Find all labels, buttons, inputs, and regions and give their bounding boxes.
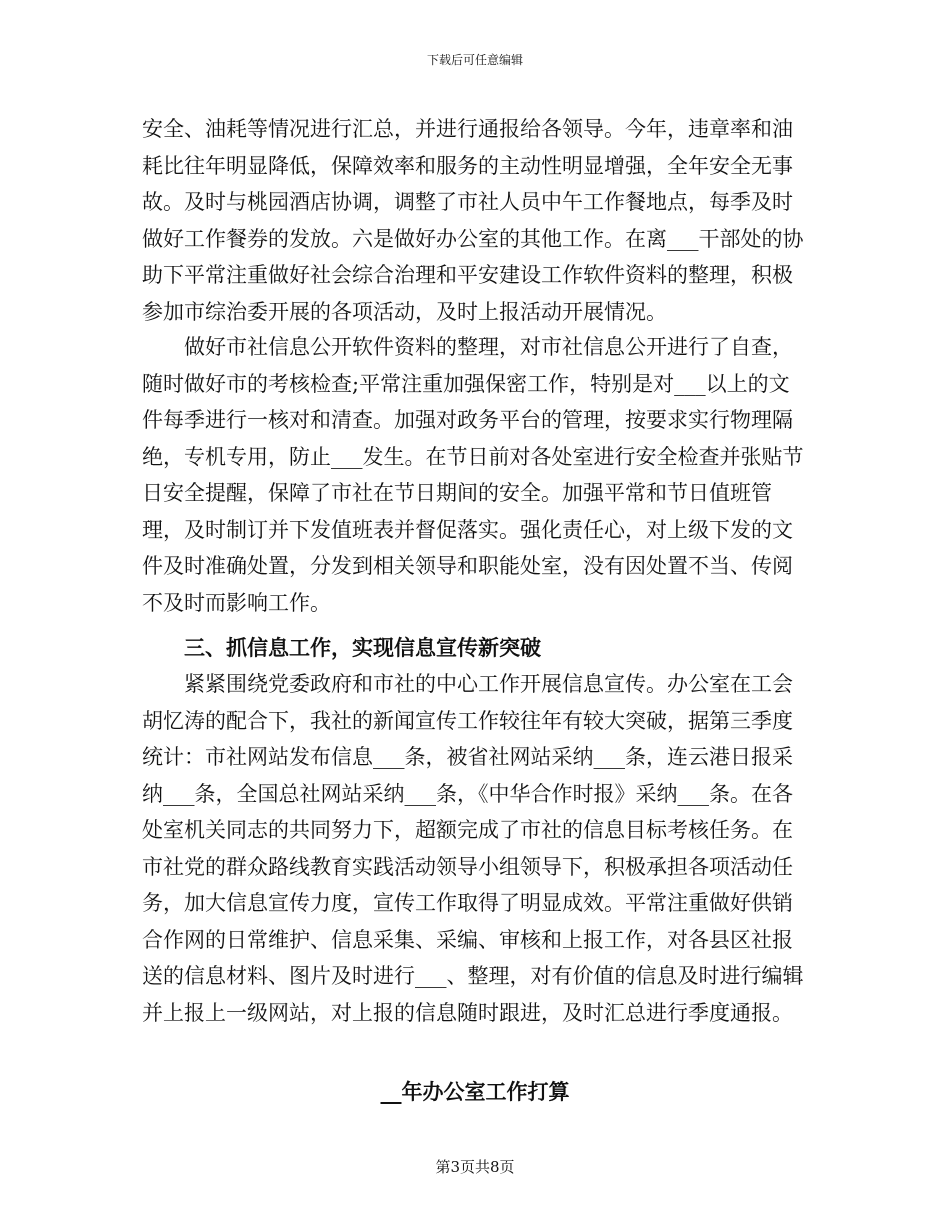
paragraph-info-public: 做好市社信息公开软件资料的整理，对市社信息公开进行了自查，随时做好市的考核检查;平常注重加强保密工作，特别是对___以上的文件每季进行一核对和清查。加强对政务平台的管理，按要求实行物理隔绝，专机专用，防止___发生。在节日前对各处室进行安全检查并张贴节日安全提醒，保障了市社在节日期间的安全。加强平常和节日值班管理，及时制订并下发值班表并督促落实。强化责任心，对上级下发的文件及时准确处置，分发到相关领导和职能处室，没有因处置不当、传阅不及时而影响工作。: [142, 335, 804, 615]
paragraph-info-work: 紧紧围绕党委政府和市社的中心工作开展信息宣传。办公室在工会胡忆涛的配合下，我社的新闻宣传工作较往年有较大突破，据第三季度统计：市社网站发布信息___条，被省社网站采纳___条，连云港日报采纳___条，全国总社网站采纳___条，《中华合作时报》采纳___条。在各处室机关同志的共同努力下，超额完成了市社的信息目标考核任务。在市社党的群众路线教育实践活动领导小组领导下，积极承担各项活动任务，加大信息宣传力度，宣传工作取得了明显成效。平常注重做好供销合作网的日常维护、信息采集、采编、审核和上报工作，对各县区社报送的信息材料、图片及时进行___、整理，对有价值的信息及时进行编辑并上报上一级网站，对上报的信息随时跟进，及时汇总进行季度通报。: [142, 672, 804, 1025]
page-header-note: 下载后可任意编辑: [426, 53, 523, 67]
paragraph-continuation-block: [142, 111, 806, 330]
page-number: 第3页共8页: [435, 1158, 515, 1176]
paragraph-info-public-block: [142, 329, 806, 621]
paragraph-continuation: 安全、油耗等情况进行汇总，并进行通报给各领导。今年，违章率和油耗比往年明显降低，保障效率和服务的主动性明显增强，全年安全无事故。及时与桃园酒店协调，调整了市社人员中午工作餐地点，每季及时做好工作餐券的发放。六是做好办公室的其他工作。在离___干部处的协助下平常注重做好社会综合治理和平安建设工作软件资料的整理，积极参加市综治委开展的各项活动，及时上报活动开展情况。: [142, 117, 804, 324]
section-heading-3: 三、抓信息工作，实现信息宣传新突破: [184, 635, 541, 660]
plan-title: __年办公室工作打算: [380, 1079, 570, 1104]
paragraph-info-work-block: [142, 666, 806, 1031]
